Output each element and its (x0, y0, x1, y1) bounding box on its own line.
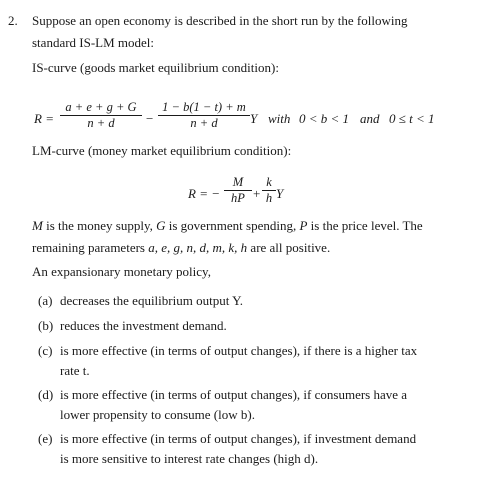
is-fraction-2 (158, 100, 250, 131)
lm-frac1-denominator: hP (231, 191, 245, 205)
option-c-text-line1: is more effective (in terms of output changes), if there is a higher tax (60, 343, 418, 358)
def-gov-spending-text: is government spending, (168, 218, 297, 233)
def-remaining-text: remaining parameters (32, 240, 145, 255)
is-with: with (268, 111, 291, 126)
is-frac1-numerator: a + e + g + G (65, 100, 137, 114)
option-c-text-line2: rate t. (60, 363, 90, 378)
option-b-text: reduces the investment demand. (60, 318, 227, 333)
is-minus: − (146, 111, 154, 126)
lm-lhs: R = − (188, 186, 220, 201)
option-b-label[interactable]: (b) (38, 318, 54, 333)
intro-line-2: standard IS-LM model: (32, 35, 155, 50)
question-number: 2. (8, 13, 18, 28)
intro-line-1: Suppose an open economy is described in the short run by the following (32, 13, 408, 28)
option-d-text-line2: lower propensity to consume (low b). (60, 407, 255, 422)
is-lhs: R = (34, 111, 54, 126)
def-parameters-list: a, e, g, n, d, m, k, h (148, 240, 248, 255)
lm-frac1-numerator: M (232, 175, 244, 189)
option-e-text-line1: is more effective (in terms of output changes), if investment demand (60, 431, 417, 446)
option-e-label[interactable]: (e) (38, 431, 53, 446)
option-c-label[interactable]: (c) (38, 343, 53, 358)
def-gov-spending-symbol: G (156, 218, 166, 233)
def-positive-text: are all positive. (250, 240, 331, 255)
definition-line-1 (32, 218, 423, 234)
lm-plus: + (253, 186, 261, 201)
is-cond-2: 0 ≤ t < 1 (389, 111, 435, 126)
is-frac2-denominator: n + d (190, 116, 218, 130)
is-cond-1: 0 < b < 1 (299, 111, 350, 126)
option-d-text-line1: is more effective (in terms of output changes), if consumers have a (60, 387, 408, 402)
def-price-level-text: is the price level. The (310, 218, 423, 233)
is-and: and (360, 111, 380, 126)
is-frac1-denominator: n + d (87, 116, 115, 130)
definition-line-2 (32, 240, 330, 256)
question-prompt: An expansionary monetary policy, (32, 264, 211, 279)
lm-frac2-numerator: k (266, 175, 272, 189)
lm-var: Y (276, 186, 284, 201)
option-d-label[interactable]: (d) (38, 387, 54, 402)
lm-curve-label: LM-curve (money market equilibrium condition): (32, 143, 292, 158)
def-price-level-symbol: P (299, 218, 308, 233)
is-curve-label: IS-curve (goods market equilibrium condition): (32, 60, 279, 75)
def-money-supply-symbol: M (32, 218, 43, 233)
is-var: Y (250, 111, 258, 126)
def-money-supply-text: is the money supply, (46, 218, 153, 233)
is-fraction-1 (60, 100, 142, 131)
lm-fraction-1 (224, 175, 252, 206)
option-a-text: decreases the equilibrium output Y. (60, 293, 244, 308)
is-frac2-numerator: 1 − b(1 − t) + m (162, 100, 246, 114)
option-e-text-line2: is more sensitive to interest rate changes (high d). (60, 451, 319, 466)
lm-fraction-2 (262, 175, 276, 206)
option-a-label[interactable]: (a) (38, 293, 53, 308)
lm-frac2-denominator: h (265, 191, 273, 205)
